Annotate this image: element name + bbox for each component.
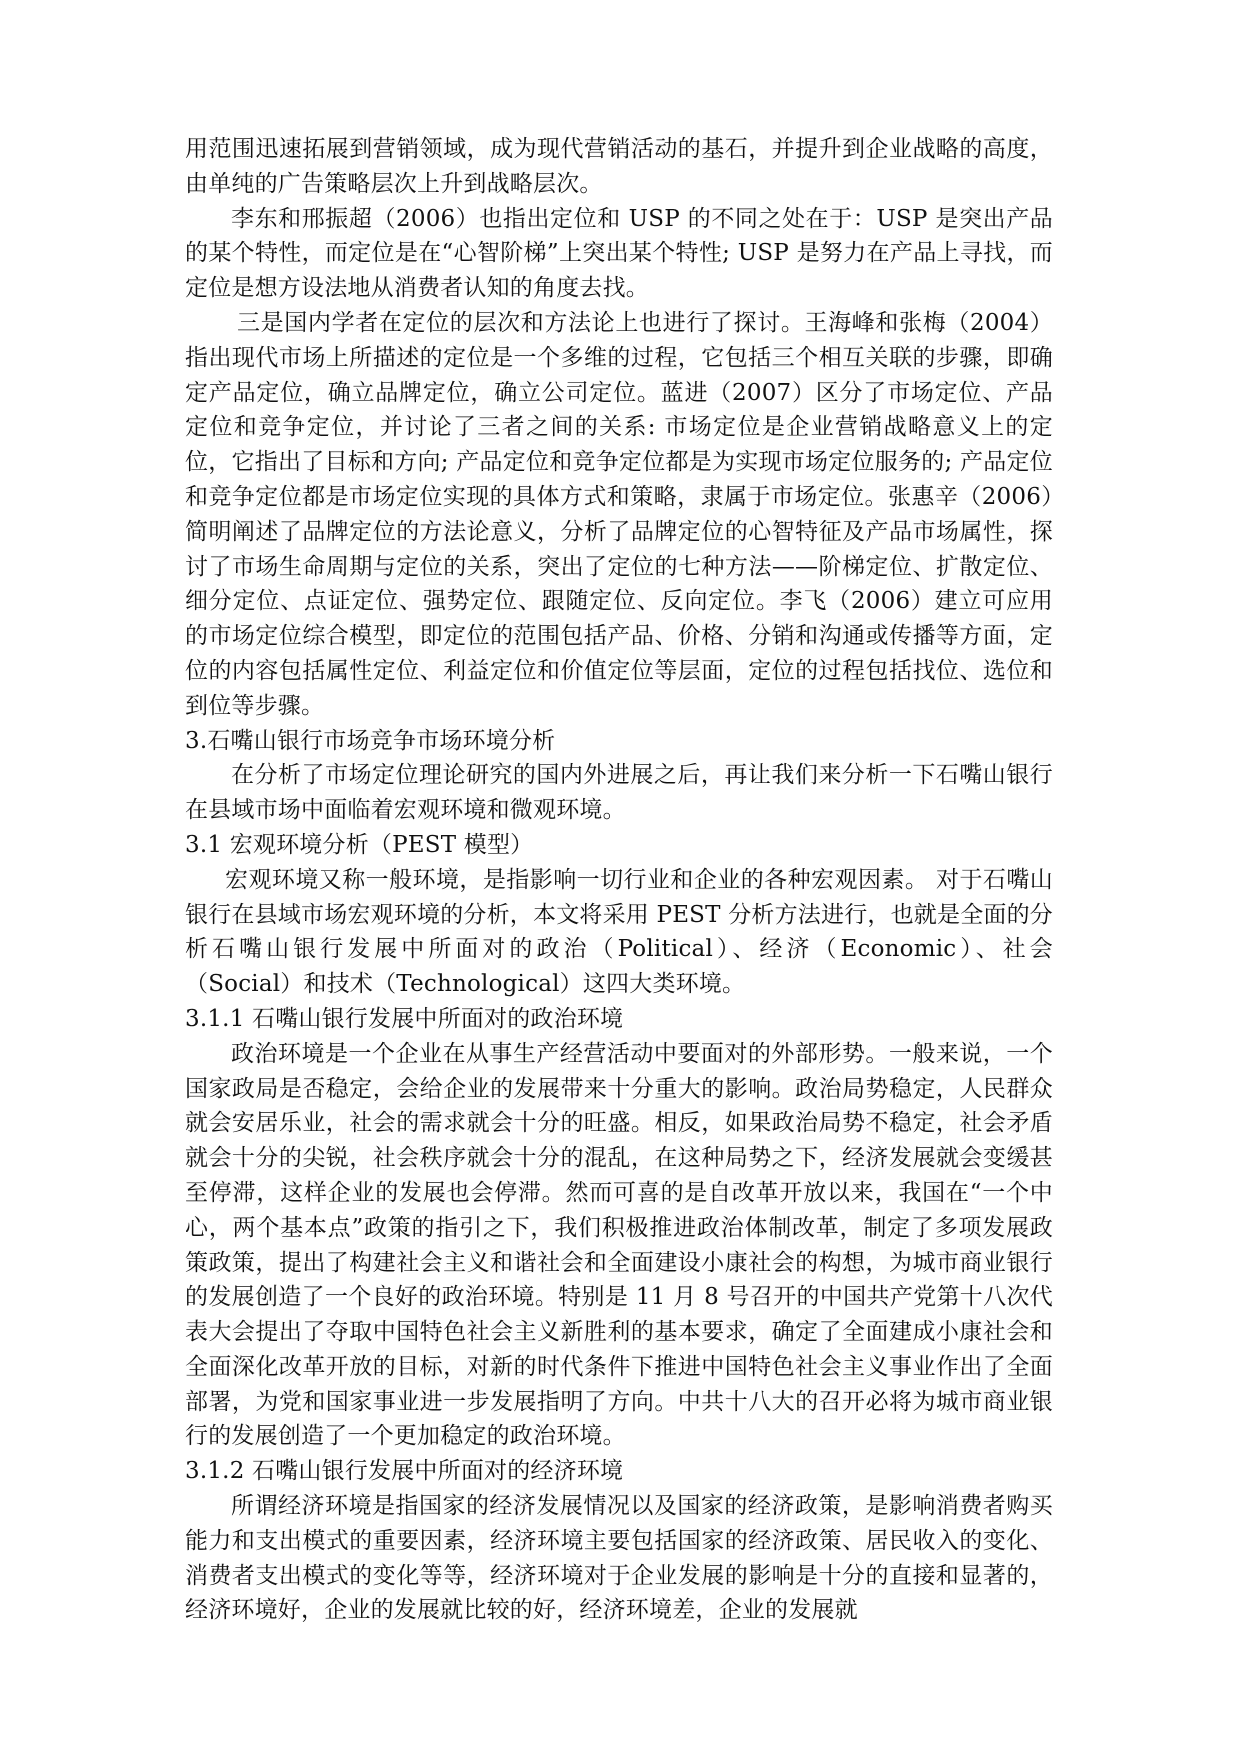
- section-heading-3-1-1: 3.1.1 石嘴山银行发展中所面对的政治环境: [185, 1005, 624, 1032]
- section-heading-3-1: 3.1 宏观环境分析（PEST 模型）: [185, 831, 534, 858]
- paragraph-domestic-scholars: 三是国内学者在定位的层次和方法论上也进行了探讨。王海峰和张梅（2004）指出现代市场上所描述的定位是一个多维的过程，它包括三个相互关联的步骤，即确定产品定位，确立品牌定位，确立公司定位。蓝进（2007）区分了市场定位、产品定位和竞争定位，并讨论了三者之间的关系: 市场定位是企业营销战略意义上的定位，它指出了目标和方向; 产品定位和竞争定位都是为实现市场定位服务的; 产品定位和竞争定位都是市场定位实现的具体方式和策略，隶属于市场定位。张惠辛（2006）简明阐述了品牌定位的方法论意义，分析了品牌定位的心智特征及产品市场属性，探讨了市场生命周期与定位的关系，突出了定位的七种方法——阶梯定位、扩散定位、细分定位、点证定位、强势定位、跟随定位、反向定位。李飞（2006）建立可应用的市场定位综合模型，即定位的范围包括产品、价格、分销和沟通或传播等方面，定位的内容包括属性定位、利益定位和价值定位等层面，定位的过程包括找位、选位和到位等步骤。: [185, 309, 1053, 719]
- section-heading-3: 3.石嘴山银行市场竞争市场环境分析: [185, 727, 556, 754]
- paragraph-usp-comparison: 李东和邢振超（2006）也指出定位和 USP 的不同之处在于：USP 是突出产品的某个特性，而定位是在“心智阶梯”上突出某个特性; USP 是努力在产品上寻找，而定位是想方设法地从消费者认知的角度去找。: [185, 205, 1053, 302]
- paragraph-economic-environment: 所谓经济环境是指国家的经济发展情况以及国家的经济政策，是影响消费者购买能力和支出模式的重要因素，经济环境主要包括国家的经济政策、居民收入的变化、消费者支出模式的变化等等，经济环境对于企业发展的影响是十分的直接和显著的，经济环境好，企业的发展就比较的好，经济环境差，企业的发展就: [185, 1493, 1053, 1624]
- paragraph-section-3-intro: 在分析了市场定位理论研究的国内外进展之后，再让我们来分析一下石嘴山银行在县域市场中面临着宏观环境和微观环境。: [185, 762, 1053, 824]
- document-page: [185, 132, 1053, 1628]
- paragraph-continued: 用范围迅速拓展到营销领域，成为现代营销活动的基石，并提升到企业战略的高度，由单纯的广告策略层次上升到战略层次。: [185, 136, 1053, 197]
- section-heading-3-1-2: 3.1.2 石嘴山银行发展中所面对的经济环境: [185, 1458, 624, 1485]
- paragraph-macro-environment: 宏观环境又称一般环境，是指影响一切行业和企业的各种宏观因素。 对于石嘴山银行在县域市场宏观环境的分析，本文将采用 PEST 分析方法进行，也就是全面的分析石嘴山银行发展中所面对的政治（Political）、经济（Economic）、社会（Social）和技术（Technological）这四大类环境。: [185, 866, 1053, 998]
- paragraph-political-environment: 政治环境是一个企业在从事生产经营活动中要面对的外部形势。一般来说，一个国家政局是否稳定，会给企业的发展带来十分重大的影响。政治局势稳定，人民群众就会安居乐业，社会的需求就会十分的旺盛。相反，如果政治局势不稳定，社会矛盾就会十分的尖锐，社会秩序就会十分的混乱，在这种局势之下，经济发展就会变缓甚至停滞，这样企业的发展也会停滞。然而可喜的是自改革开放以来，我国在“一个中心，两个基本点”政策的指引之下，我们积极推进政治体制改革，制定了多项发展政策政策，提出了构建社会主义和谐社会和全面建设小康社会的构想，为城市商业银行的发展创造了一个良好的政治环境。特别是 11 月 8 号召开的中国共产党第十八次代表大会提出了夺取中国特色社会主义新胜利的基本要求，确定了全面建成小康社会和全面深化改革开放的目标，对新的时代条件下推进中国特色社会主义事业作出了全面部署，为党和国家事业进一步发展指明了方向。中共十八大的召开必将为城市商业银行的发展创造了一个更加稳定的政治环境。: [185, 1040, 1053, 1450]
